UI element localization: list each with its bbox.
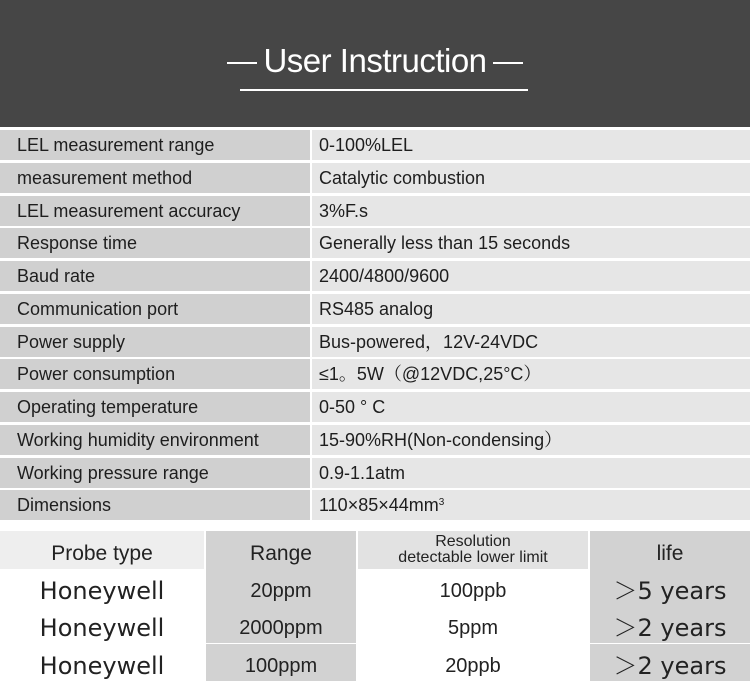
- life-cell: ＞5 years: [590, 569, 750, 606]
- spec-label: Dimensions: [0, 490, 310, 520]
- spec-value: ≤1。5W（@12VDC,25°C）: [312, 359, 750, 389]
- spec-row: [0, 359, 750, 389]
- spec-value: 3%F.s: [312, 196, 750, 226]
- page-title-text: User Instruction: [263, 42, 487, 79]
- header-resolution: [358, 531, 588, 569]
- spec-value: Bus-powered，12V-24VDC: [312, 327, 750, 357]
- spec-row: [0, 130, 750, 160]
- spec-label: Response time: [0, 228, 310, 258]
- resolution-cell: 5ppm: [358, 606, 588, 643]
- header-resolution-line1: Resolution: [435, 533, 511, 550]
- title-left-dash: [227, 62, 257, 64]
- spec-row: [0, 163, 750, 193]
- range-cell: 20ppm: [206, 569, 356, 606]
- spec-label: LEL measurement range: [0, 130, 310, 160]
- spec-row: [0, 327, 750, 357]
- header-range: Range: [206, 531, 356, 569]
- spec-row: [0, 294, 750, 324]
- spec-value: 2400/4800/9600: [312, 261, 750, 291]
- resolution-cell: 20ppb: [358, 644, 588, 681]
- spec-label: Working pressure range: [0, 458, 310, 488]
- spec-value: 0-50 ° C: [312, 392, 750, 422]
- spec-row: [0, 196, 750, 226]
- life-cell: ＞2 years: [590, 606, 750, 643]
- spec-label: Power supply: [0, 327, 310, 357]
- probe-cell: Honeywell: [0, 569, 204, 606]
- title-underline: [240, 89, 528, 91]
- table-row: [0, 606, 750, 644]
- spec-value: Generally less than 15 seconds: [312, 228, 750, 258]
- header-probe-type: Probe type: [0, 531, 204, 569]
- spec-row: [0, 392, 750, 422]
- spec-value: 0-100%LEL: [312, 130, 750, 160]
- spec-value: RS485 analog: [312, 294, 750, 324]
- range-cell: 100ppm: [206, 644, 356, 681]
- probe-table: [0, 531, 750, 681]
- table-row: [0, 644, 750, 682]
- probe-table-header: [0, 531, 750, 569]
- spec-label: Baud rate: [0, 261, 310, 291]
- spec-value: [312, 490, 750, 520]
- spec-row: [0, 261, 750, 291]
- spec-value: 15-90%RH(Non-condensing）: [312, 425, 750, 455]
- header-life: life: [590, 531, 750, 569]
- spec-value: 0.9-1.1atm: [312, 458, 750, 488]
- spec-row: [0, 490, 750, 520]
- dimensions-value: 110×85×44mm: [319, 495, 439, 516]
- spec-label: Communication port: [0, 294, 310, 324]
- spec-row: [0, 228, 750, 258]
- spec-row: [0, 425, 750, 455]
- header-resolution-line2: detectable lower limit: [398, 549, 548, 566]
- spec-row: [0, 458, 750, 488]
- dimensions-superscript: 3: [438, 497, 445, 509]
- range-cell: 2000ppm: [206, 606, 356, 643]
- spec-label: Operating temperature: [0, 392, 310, 422]
- spec-table: [0, 130, 750, 523]
- probe-cell: Honeywell: [0, 644, 204, 681]
- life-cell: ＞2 years: [590, 644, 750, 681]
- spec-label: Working humidity environment: [0, 425, 310, 455]
- spec-label: LEL measurement accuracy: [0, 196, 310, 226]
- spec-value: Catalytic combustion: [312, 163, 750, 193]
- title-right-dash: [493, 62, 523, 64]
- spec-label: measurement method: [0, 163, 310, 193]
- title-banner: [0, 0, 750, 127]
- spec-label: Power consumption: [0, 359, 310, 389]
- table-row: [0, 569, 750, 607]
- probe-cell: Honeywell: [0, 606, 204, 643]
- resolution-cell: 100ppb: [358, 569, 588, 606]
- page-title: [0, 40, 750, 82]
